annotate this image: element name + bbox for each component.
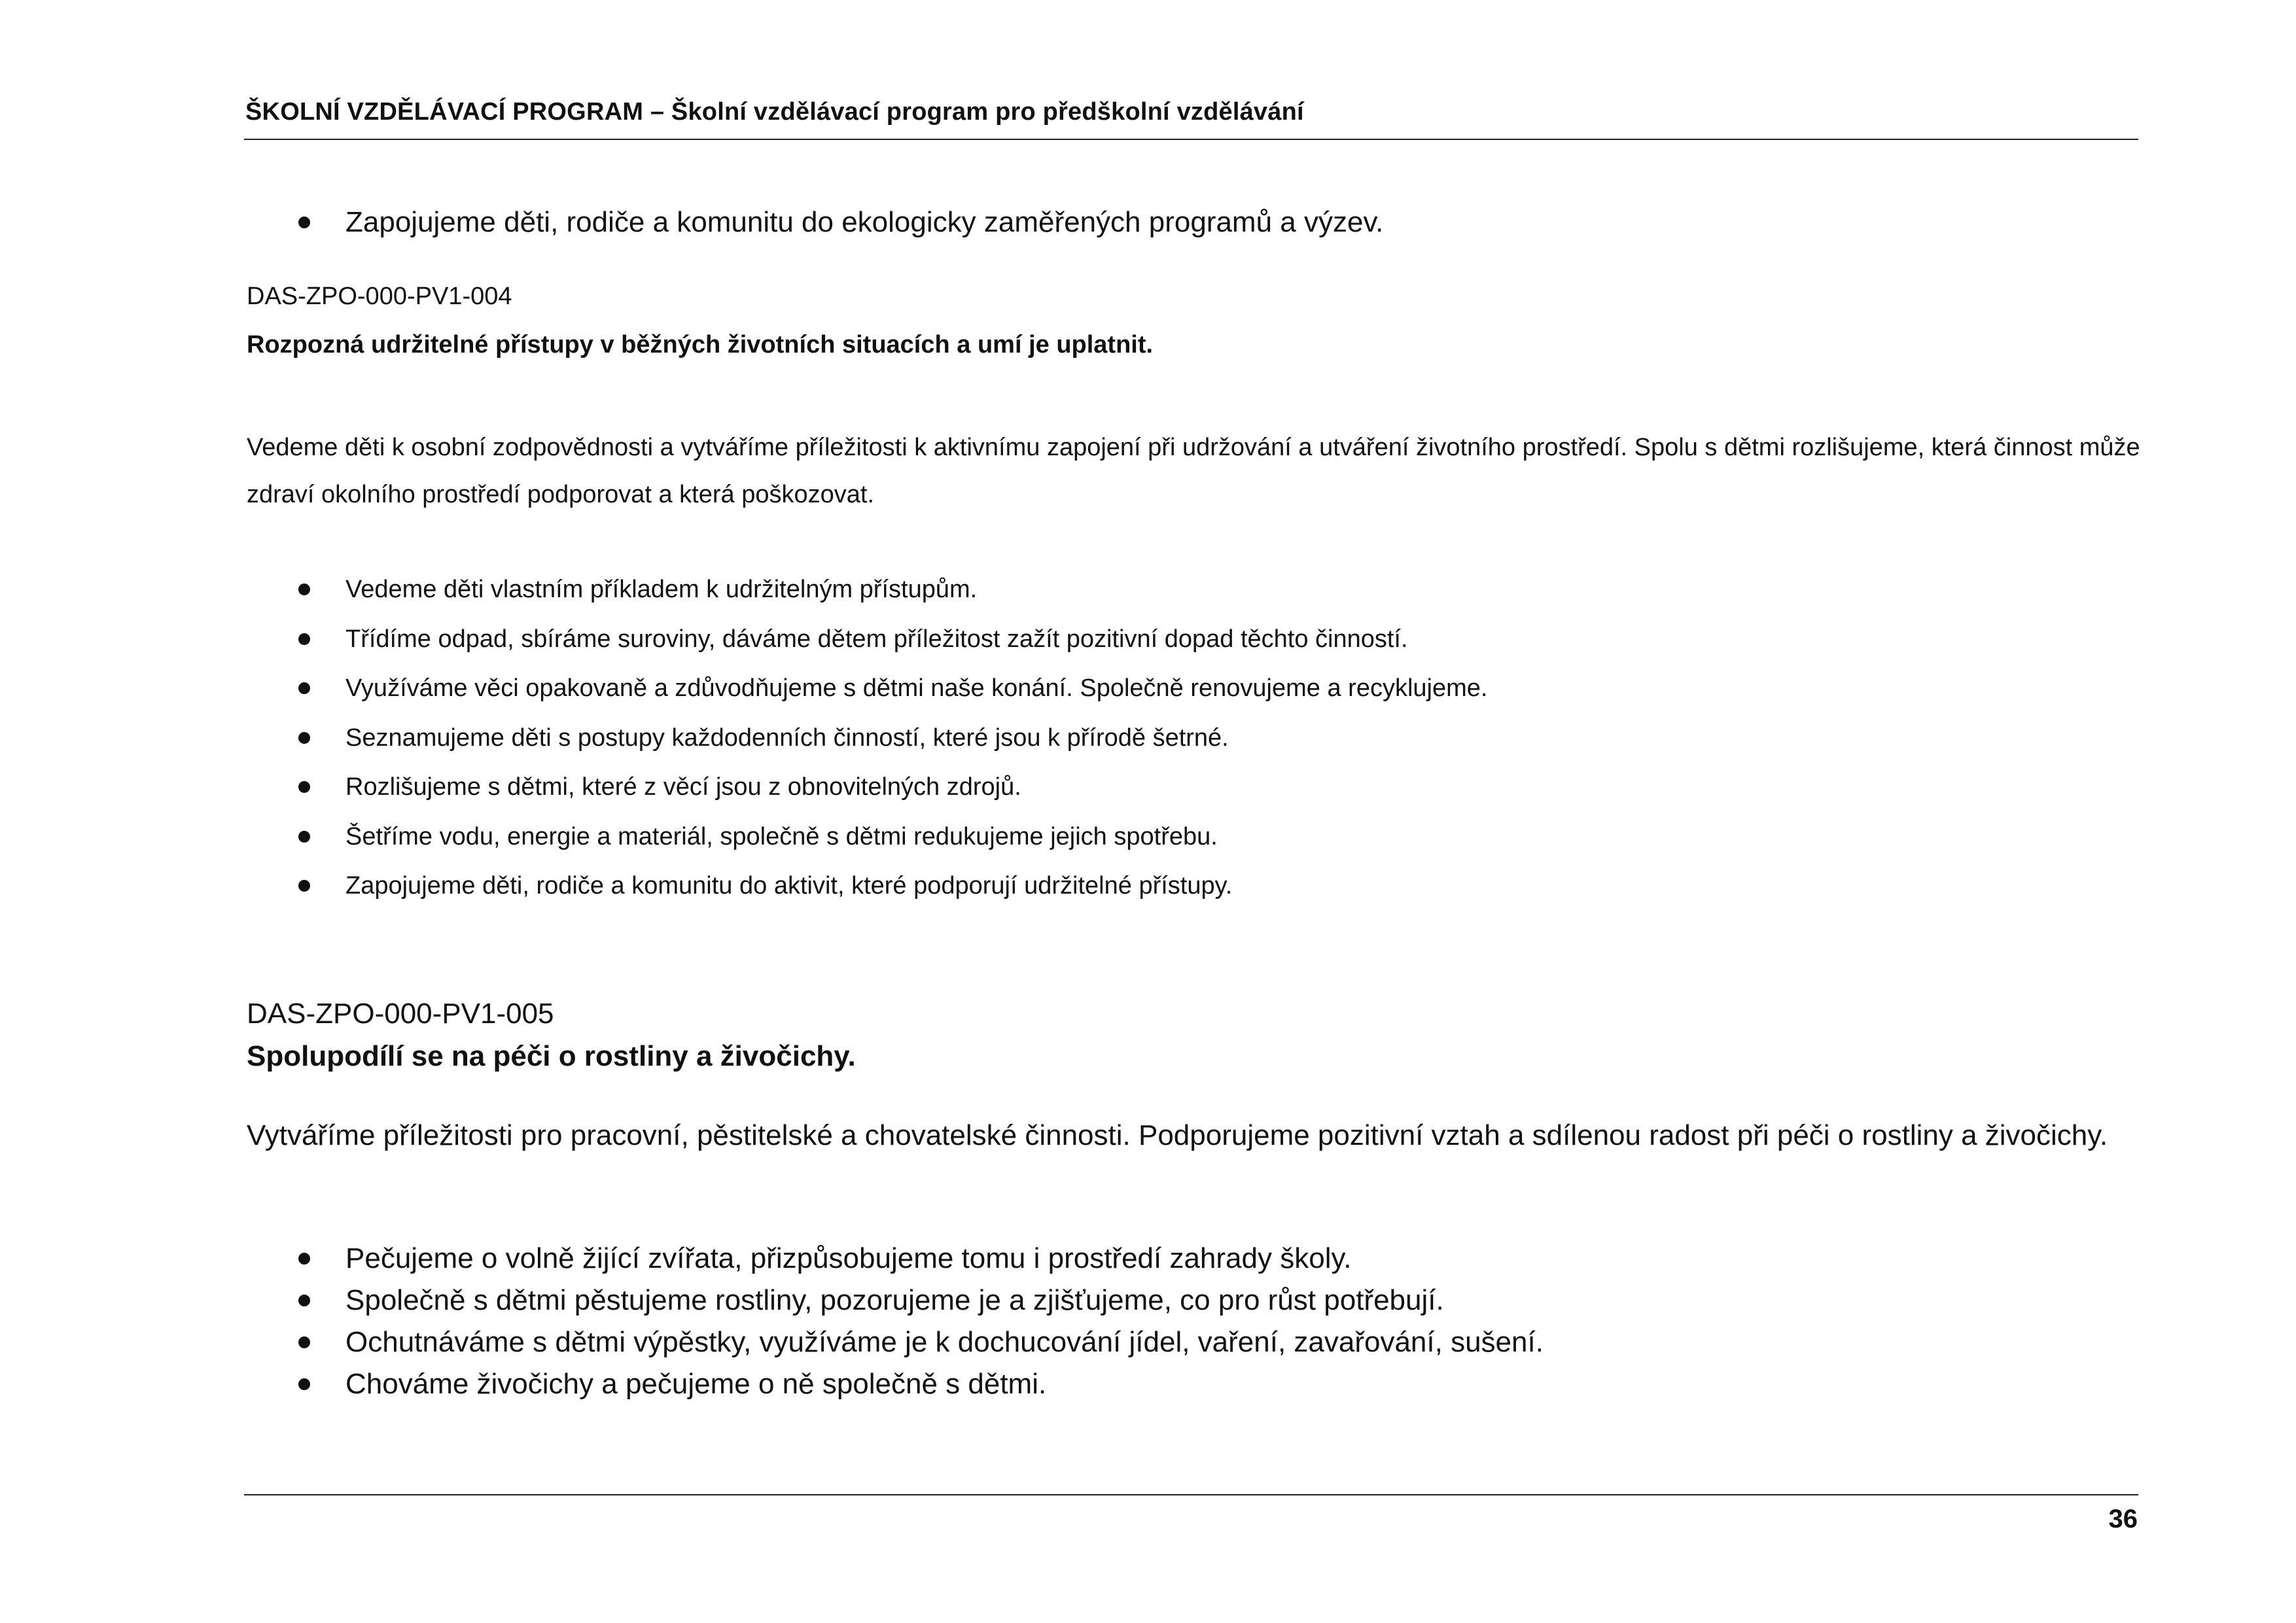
bullet-icon	[298, 1336, 310, 1348]
bullet-icon	[298, 831, 310, 843]
header-divider	[244, 139, 2138, 140]
outcome-code: DAS-ZPO-000-PV1-005	[247, 998, 554, 1030]
bullet-icon	[298, 1295, 310, 1306]
list-item	[298, 862, 1487, 911]
list-item-text: Šetříme vodu, energie a materiál, společně s dětmi redukujeme jejich spotřebu.	[345, 822, 1218, 850]
list-item	[298, 1238, 1544, 1280]
bullet-icon	[298, 781, 310, 793]
continued-bullet-list	[298, 201, 1383, 243]
bullet-icon	[298, 1253, 310, 1265]
outcome-bullet-list	[298, 1238, 1544, 1405]
bullet-icon	[298, 633, 310, 645]
list-item	[298, 201, 1383, 243]
outcome-description: Vedeme děti k osobní zodpovědnosti a vytváříme příležitosti k aktivnímu zapojení při udržování a utváření životního prostředí. Spolu s dětmi rozlišujeme, která činnost může zdraví okolního prostředí podporovat a která poškozovat.	[247, 434, 2140, 508]
bullet-icon	[298, 682, 310, 694]
list-item	[298, 812, 1487, 862]
running-header: ŠKOLNÍ VZDĚLÁVACÍ PROGRAM – Školní vzdělávací program pro předškolní vzdělávání	[245, 98, 1304, 126]
list-item-text: Třídíme odpad, sbíráme suroviny, dáváme dětem příležitost zažít pozitivní dopad těchto činností.	[345, 625, 1408, 653]
outcome-code: DAS-ZPO-000-PV1-004	[247, 283, 512, 310]
list-item-text: Zapojujeme děti, rodiče a komunitu do aktivit, které podporují udržitelné přístupy.	[345, 872, 1233, 899]
list-item-text: Rozlišujeme s dětmi, které z věcí jsou z obnovitelných zdrojů.	[345, 773, 1021, 801]
bullet-icon	[298, 217, 310, 228]
list-item-text: Seznamujeme děti s postupy každodenních činností, které jsou k přírodě šetrné.	[345, 724, 1229, 752]
list-item	[298, 1321, 1544, 1363]
list-item-text: Vedeme děti vlastním příkladem k udržitelným přístupům.	[345, 576, 978, 603]
footer-divider	[244, 1494, 2138, 1495]
bullet-icon	[298, 732, 310, 744]
list-item	[298, 714, 1487, 763]
outcome-title: Rozpozná udržitelné přístupy v běžných životních situacích a umí je uplatnit.	[247, 331, 1154, 358]
outcome-description: Vytváříme příležitosti pro pracovní, pěstitelské a chovatelské činnosti. Podporujeme pozitivní vztah a sdílenou radost při péči o rostliny a živočichy.	[247, 1119, 2108, 1151]
outcome-title: Spolupodílí se na péči o rostliny a živočichy.	[247, 1040, 856, 1072]
page-number: 36	[2108, 1505, 2138, 1533]
list-item	[298, 664, 1487, 714]
list-item-text: Ochutnáváme s dětmi výpěstky, využíváme je k dochucování jídel, vaření, zavařování, sušení.	[345, 1326, 1544, 1358]
outcome-bullet-list	[298, 565, 1487, 911]
list-item-text: Společně s dětmi pěstujeme rostliny, pozorujeme je a zjišťujeme, co pro růst potřebují.	[345, 1284, 1444, 1316]
list-item	[298, 763, 1487, 812]
list-item-text: Zapojujeme děti, rodiče a komunitu do ekologicky zaměřených programů a výzev.	[345, 206, 1384, 238]
bullet-icon	[298, 880, 310, 892]
list-item	[298, 615, 1487, 665]
list-item-text: Pečujeme o volně žijící zvířata, přizpůsobujeme tomu i prostředí zahrady školy.	[345, 1242, 1352, 1274]
list-item-text: Využíváme věci opakovaně a zdůvodňujeme s dětmi naše konání. Společně renovujeme a recyklujeme.	[345, 674, 1488, 702]
bullet-icon	[298, 584, 310, 595]
list-item	[298, 565, 1487, 615]
list-item-text: Chováme živočichy a pečujeme o ně společně s dětmi.	[345, 1368, 1047, 1400]
bullet-icon	[298, 1378, 310, 1390]
list-item	[298, 1363, 1544, 1405]
list-item	[298, 1280, 1544, 1321]
